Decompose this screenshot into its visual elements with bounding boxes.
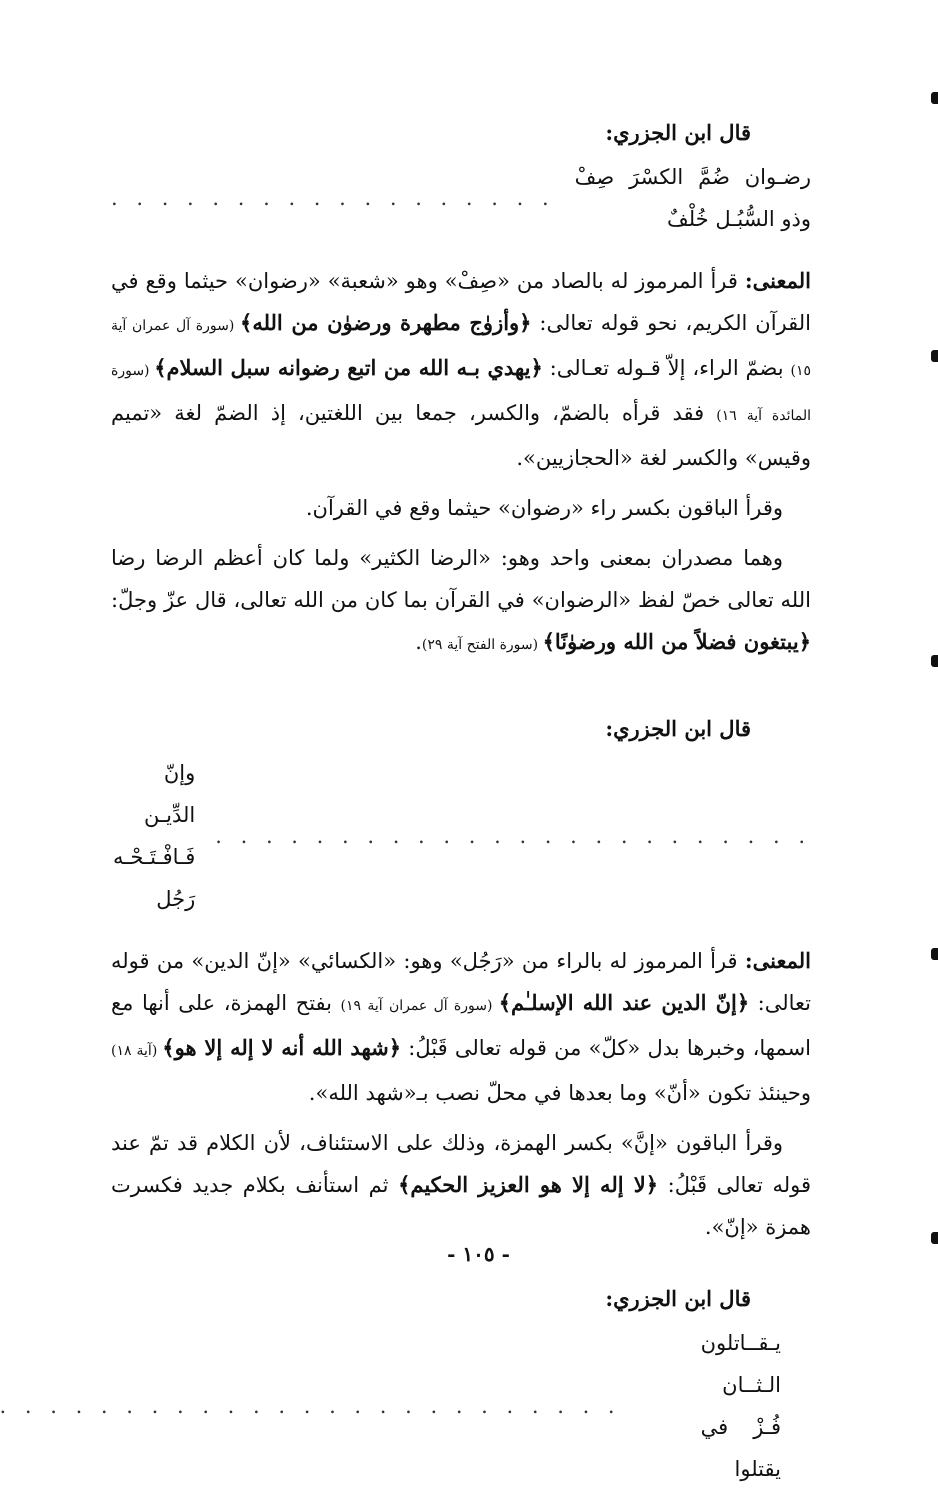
paragraph-text: وحينئذ تكون «أنّ» وما بعدها في محلّ نصب بـ«شهد الله».: [308, 1081, 811, 1105]
verse-dots: . . . . . . . . . . . . . . . . . . . . . . . . .: [0, 1394, 621, 1418]
section-spacer: [111, 674, 811, 696]
verse-text: وإنّ الدِّيـن فَـافْـتَـحْـه رَجُل: [113, 761, 196, 911]
binding-mark: [931, 92, 938, 104]
quran-quote: ﴿يهدي بـه الله من اتبع رضوانه سبل السلام﴾: [154, 355, 543, 380]
verse-text: رضـوان ضُمَّ الكسْرَ صِفْ وذو السُّبُـل خُلْفٌ: [574, 165, 811, 231]
page-number: - ١٠٥ -: [447, 1242, 510, 1266]
paragraph: [111, 1122, 811, 1248]
paragraph: [111, 940, 811, 1114]
meaning-label: المعنى:: [744, 948, 811, 973]
quran-quote: ﴿وأزوٰج مطهرة ورضوٰن من الله﴾: [240, 310, 532, 335]
binding-mark: [931, 350, 938, 362]
citation: (سورة آل عمران آية ١٥): [111, 318, 811, 379]
paragraph-text: وقرأ الباقون بكسر راء «رضوان» حيثما وقع في القرآن.: [305, 496, 783, 520]
section-heading: قال ابن الجزري:: [605, 120, 751, 145]
paragraph: [111, 537, 811, 666]
paragraph-text: بضمّ الراء، إلاّ قـوله تعـالى:: [542, 356, 791, 380]
verse-line: [111, 156, 811, 240]
binding-mark: [931, 655, 938, 667]
meaning-label: المعنى:: [744, 268, 811, 293]
quran-quote: ﴿لا إله إلا هو العزيز الحكيم﴾: [398, 1172, 659, 1197]
quran-quote: ﴿شهد الله أنه لا إله إلا هو﴾: [162, 1035, 402, 1060]
citation: (سورة الفتح آية ٢٩): [421, 637, 543, 653]
paragraph-text: فقد قرأه بالضمّ، والكسر، جمعا بين اللغتين، إذ الضمّ لغة «تميم وقيس» والكسر لغة «الحجازيين».: [111, 401, 811, 470]
verse-text: يـقــاتلون الـثــان فُـزْ في يقتلوا: [700, 1331, 781, 1481]
verse-dots: . . . . . . . . . . . . . . . . . . . . . . . .: [215, 824, 811, 848]
paragraph: [111, 487, 811, 529]
paragraph-text: ثم استأنف بكلام جديد فكسرت همزة «إنّ».: [111, 1173, 811, 1239]
citation: (سورة المائدة آية ١٦): [111, 363, 811, 424]
paragraph-text: وهما مصدران بمعنى واحد وهو: «الرضا الكثير» ولما كان أعظم الرضا رضا الله تعالى خصّ لفظ «الرضوان» في القرآن بما كان من الله تعالى، قال عزّ وجلّ:: [111, 546, 811, 612]
page-body: [0, 100, 812, 1510]
paragraph-text: .: [415, 630, 422, 654]
section-heading: قال ابن الجزري:: [605, 716, 751, 741]
section-heading: قال ابن الجزري:: [605, 1286, 751, 1311]
citation: (سورة آل عمران آية ١٩): [340, 998, 499, 1014]
paragraph-text: وقرأ الباقون «إنَّ» بكسر الهمزة، وذلك على الاستئناف، لأن الكلام قد تمّ عند قوله تعالى قَبْلُ:: [111, 1131, 811, 1197]
paragraph: [111, 260, 811, 479]
paragraph-text: قرأ المرموز له بالصاد من «صِفْ» وهو «شعبة» «رضوان» حيثما وقع في القرآن الكريم، نحو قوله تعالى:: [111, 269, 811, 335]
quran-quote: ﴿يبتغون فضلاً من الله ورضوٰنًا﴾: [542, 629, 811, 654]
verse-dots: . . . . . . . . . . . . . . . . . .: [111, 186, 555, 210]
paragraph-text: بفتح الهمزة، على أنها مع اسمها، وخبرها بدل «كلّ» من قوله تعالى قَبْلُ:: [111, 991, 812, 1060]
verse-line: [111, 752, 811, 920]
citation: (آية ١٨): [111, 1043, 163, 1059]
verse-line: [0, 1322, 811, 1490]
quran-quote: ﴿إنّ الدين عند الله الإسلـٰم﴾: [498, 990, 750, 1015]
paragraph-text: قرأ المرموز له بالراء من «رَجُل» وهو: «الكسائي» «إنّ الدين» من قوله تعالى:: [111, 949, 812, 1015]
binding-mark: [931, 948, 938, 960]
